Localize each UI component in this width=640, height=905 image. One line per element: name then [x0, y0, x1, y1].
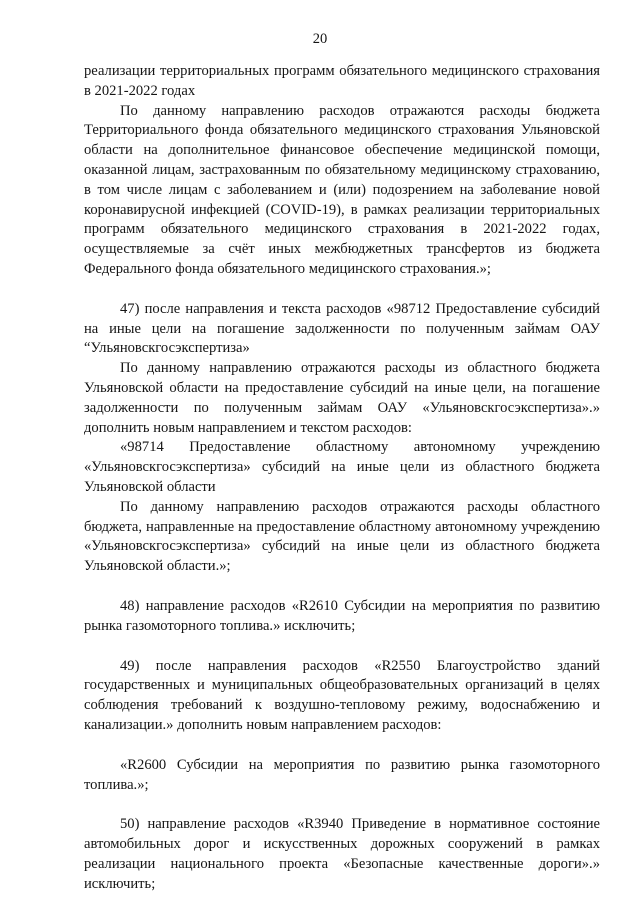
item-50: 50) направление расходов «R3940 Приведение в нормативное состояние автомобильных дорог и искусственных дорожных сооружений в рамках реализации национального проекта «Безопасные качественные дороги».» исключить; [84, 816, 600, 892]
paragraph-continuation: реализации территориальных программ обязательного медицинского страхования в 2021-2022 годах [84, 63, 600, 99]
paragraph-98712-description: По данному направлению отражаются расходы из областного бюджета Ульяновской области на предоставление субсидий на иные цели, на погашение задолженности по полученным займам ОАУ «Ульяновскгосэкспертиза».» дополнить новым направлением и текстом расходов: [84, 360, 600, 436]
page-number: 20 [312, 31, 328, 47]
paragraph-98714-description: По данному направлению расходов отражаются расходы областного бюджета, направленные на предоставление областному автономному учреждению «Ульяновскгосэкспертиза» субсидий на иные цели из областного бюджета Ульяновской области.»; [84, 498, 600, 575]
paragraph-r2600: «R2600 Субсидии на мероприятия по развитию рынка газомоторного топлива.»; [84, 756, 600, 793]
item-48: 48) направление расходов «R2610 Субсидии на мероприятия по развитию рынка газомоторного топлива.» исключить; [84, 597, 600, 634]
document-body [84, 62, 600, 894]
item-49: 49) после направления расходов «R2550 Благоустройство зданий государственных и муниципальных общеобразовательных организаций в целях соблюдения требований к воздушно-тепловому режиму, водоснабжению и канализации.» дополнить новым направлением расходов: [84, 657, 600, 733]
item-47: 47) после направления и текста расходов «98712 Предоставление субсидий на иные цели на погашение задолженности по полученным займам ОАУ “Ульяновскгосэкспертиза» [84, 300, 600, 357]
paragraph-tfoms-description: По данному направлению расходов отражаются расходы бюджета Территориального фонда обязательного медицинского страхования Ульяновской области на дополнительное финансовое обеспечение медицинской помощи, оказанной лицам, застрахованным по обязательному медицинскому страхованию, в том числе лицам с заболеванием и (или) подозрением на заболевание новой коронавирусной инфекцией (COVID-19), в рамках реализации территориальных программ обязательного медицинского страхования в 2021-2022 годах, осуществляемые за счёт иных межбюджетных трансфертов из бюджета Федерального фонда обязательного медицинского страхования.»; [84, 102, 600, 277]
paragraph-98714-title: «98714 Предоставление областному автономному учреждению «Ульяновскгосэкспертиза» субсидий на иные цели из областного бюджета Ульяновской области [84, 439, 600, 495]
